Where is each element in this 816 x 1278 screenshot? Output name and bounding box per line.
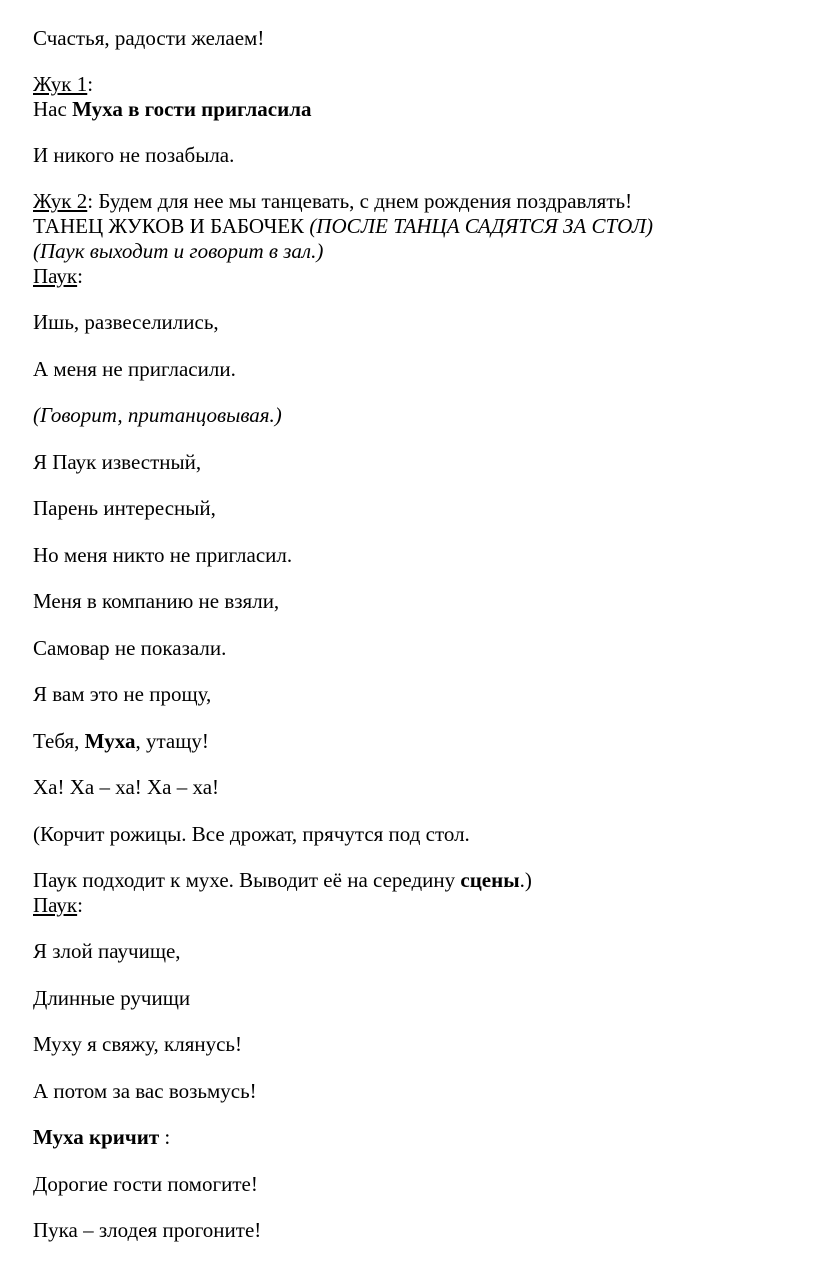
text-line [33,682,211,707]
line-text: Я злой паучище, [33,939,181,963]
line-text: Пука – злодея прогоните! [33,1218,262,1242]
text-line [33,589,279,614]
line-text: Длинные ручищи [33,986,191,1010]
speaker-line [33,893,83,918]
stage-direction-line [33,822,470,847]
text-line [33,357,236,382]
text-line [33,97,312,122]
line-text: : [159,1125,171,1149]
text-line [33,450,201,475]
stage-direction-line [33,214,653,239]
stage-direction-line [33,403,282,428]
line-text: : [77,264,83,288]
text-line [33,26,264,51]
speaker-name: Паук [33,893,78,917]
line-text: : [77,893,83,917]
line-text: Я Паук известный, [33,450,202,474]
text-line [33,1032,242,1057]
text-line [33,310,219,335]
line-text: .) [519,868,532,892]
speaker-line [33,189,632,214]
speaker-name: Жук 1 [33,72,88,96]
text-line [33,986,190,1011]
text-line [33,729,209,754]
text-line [33,543,292,568]
italic-text: (Говорит, пританцовывая.) [33,403,282,427]
bold-text: сцены [460,868,520,892]
line-text: , утащу! [135,729,209,753]
stage-direction-line [33,868,532,893]
line-text: Но меня никто не пригласил. [33,543,293,567]
text-line [33,1172,258,1197]
line-text: Я вам это не прощу, [33,682,212,706]
stage-direction-line [33,239,323,264]
speaker-line [33,264,83,289]
line-text: Тебя, [33,729,85,753]
line-text: Нас [33,97,73,121]
speaker-line [33,72,93,97]
line-text: ТАНЕЦ ЖУКОВ И БАБОЧЕК [33,214,310,238]
line-text: Самовар не показали. [33,636,227,660]
line-text: : Будем для нее мы танцевать, с днем рождения поздравлять! [87,189,633,213]
line-text: (Корчит рожицы. Все дрожат, прячутся под стол. [33,822,470,846]
text-line [33,1079,257,1104]
line-text: Муху я свяжу, клянусь! [33,1032,243,1056]
text-line [33,939,181,964]
text-line [33,636,226,661]
line-text: Паук подходит к мухе. Выводит её на середину [33,868,461,892]
line-text: Парень интересный, [33,496,216,520]
text-line [33,143,234,168]
line-text: И никого не позабыла. [33,143,235,167]
speaker-name: Жук 2 [33,189,88,213]
line-text: Счастья, радости желаем! [33,26,265,50]
line-text: Ишь, развеселились, [33,310,219,334]
line-text: А меня не пригласили. [33,357,236,381]
line-text: : [87,72,94,96]
line-text: Дорогие гости помогите! [33,1172,258,1196]
italic-text: (ПОСЛЕ ТАНЦА САДЯТСЯ ЗА СТОЛ) [309,214,654,238]
line-text: Меня в компанию не взяли, [33,589,280,613]
italic-text: (Паук выходит и говорит в зал.) [33,239,324,263]
line-text: Ха! Ха – ха! Ха – ха! [33,775,220,799]
speaker-line [33,1125,170,1150]
bold-text: Муха [84,729,136,753]
text-line [33,1218,261,1243]
text-line [33,496,216,521]
bold-text: Муха кричит [33,1125,160,1149]
text-line [33,775,219,800]
speaker-name: Паук [33,264,78,288]
line-text: А потом за вас возьмусь! [33,1079,257,1103]
bold-text: Муха в гости пригласила [72,97,312,121]
